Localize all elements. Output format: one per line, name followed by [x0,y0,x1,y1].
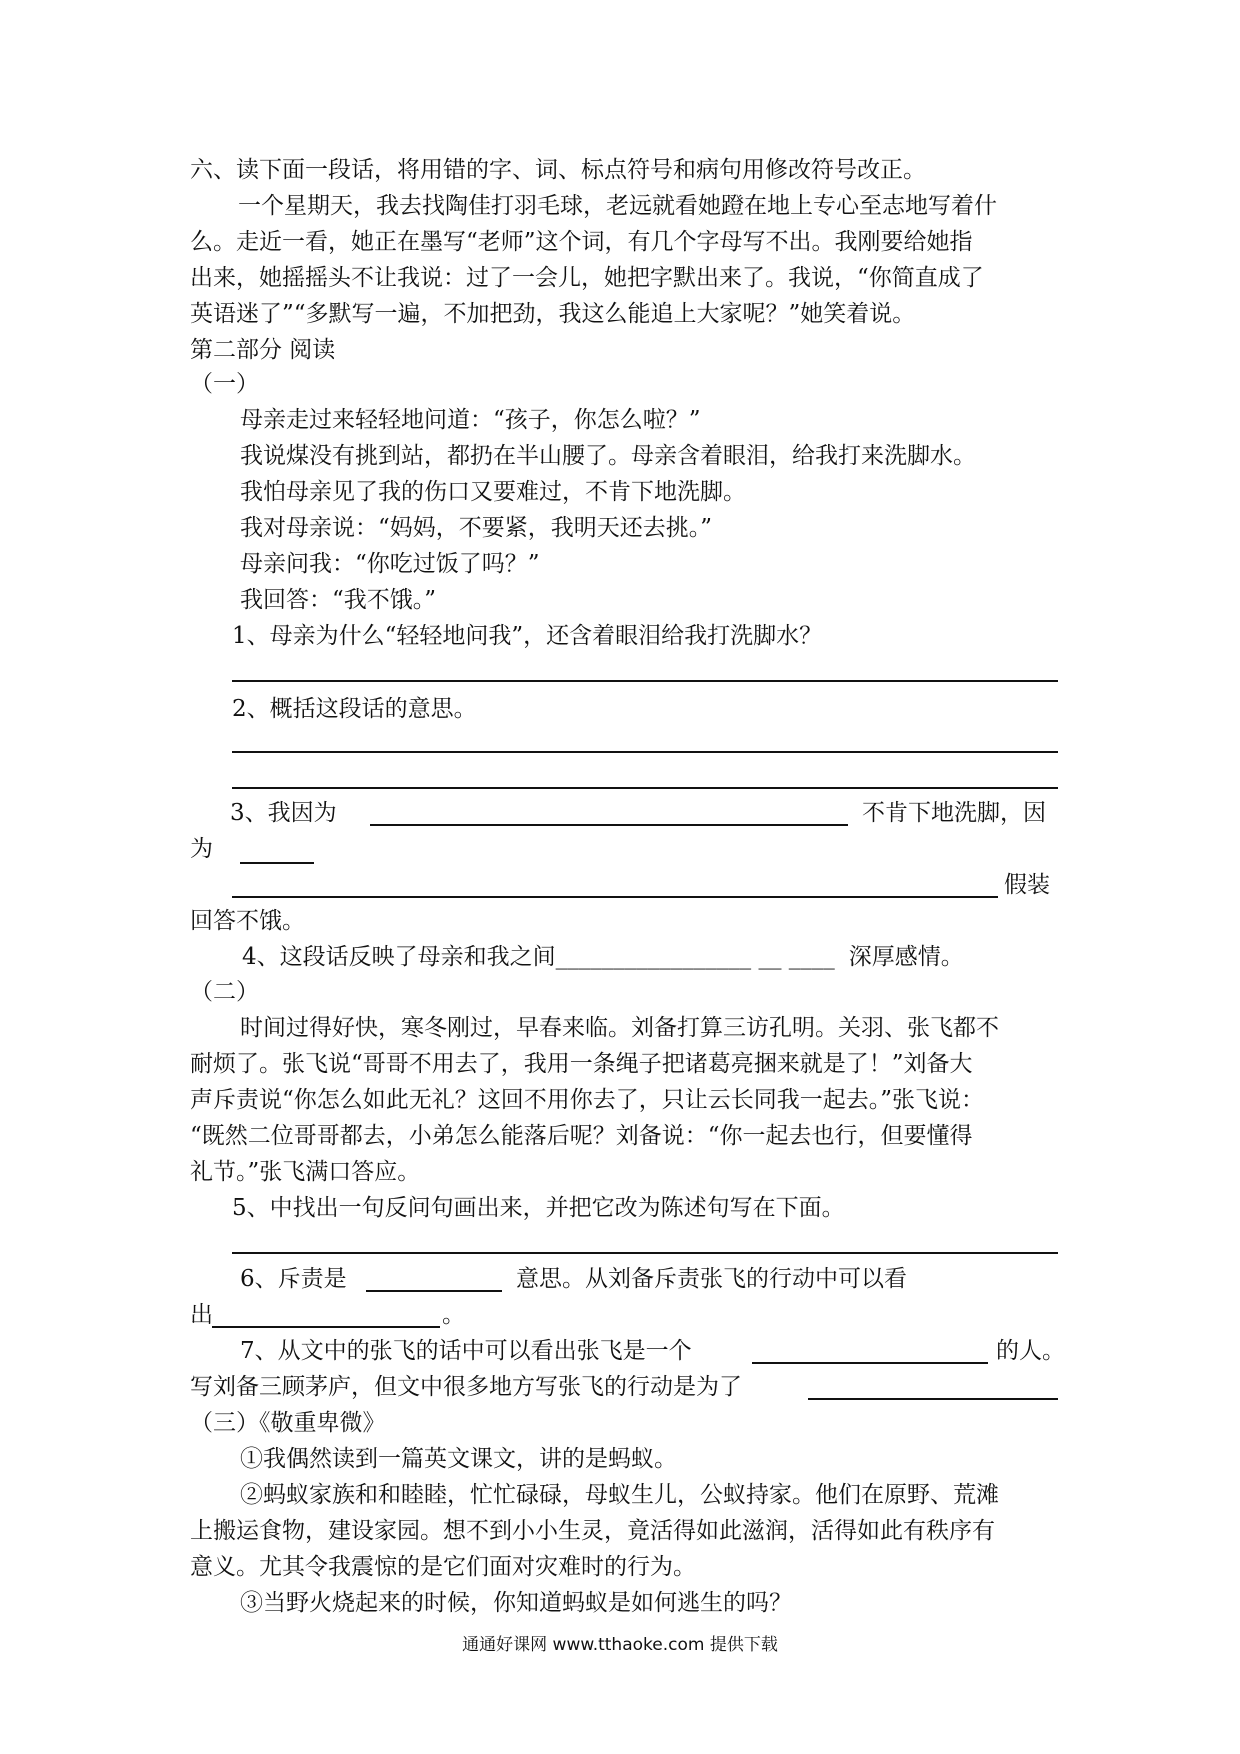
answer-blank[interactable] [370,824,848,826]
section6-heading: 六、读下面一段话，将用错的字、词、标点符号和病句用修改符号改正。 [190,157,926,183]
passage1-label: （一） [190,371,259,397]
passage-line: “既然二位哥哥都去，小弟怎么能落后呢？刘备说：“你一起去也行，但要懂得 [190,1123,973,1149]
answer-blank[interactable] [752,1362,988,1364]
question-3-cont: 为 [190,836,213,862]
paragraph-line: 英语迷了”“多默写一遍，不加把劲，我这么能追上大家呢？”她笑着说。 [190,301,916,327]
question-3-end: 假装 [1004,872,1050,898]
answer-blank[interactable] [808,1398,1058,1400]
passage-line: 上搬运食物，建设家园。想不到小小生灵，竟活得如此滋润，活得如此有秩序有 [190,1518,995,1544]
part2-title: 第二部分 阅读 [190,337,336,363]
answer-blank[interactable] [240,862,314,864]
passage-line: ③当野火烧起来的时候，你知道蚂蚁是如何逃生的吗？ [240,1590,792,1616]
passage-line: 声斥责说“你怎么如此无礼？这回不用你去了，只让云长同我一起去。”张飞说： [190,1087,985,1113]
passage-line: 意义。尤其令我震惊的是它们面对灾难时的行为。 [190,1554,696,1580]
passage-line: 我对母亲说：“妈妈，不要紧，我明天还去挑。” [240,515,713,541]
passage-line: 礼节。”张飞满口答应。 [190,1159,421,1185]
passage-line: 我回答：“我不饿。” [240,587,437,613]
question-7-mid: 的人。 [996,1338,1065,1364]
question-6-cont: 出 [190,1302,213,1328]
paragraph-line: 么。走近一看，她正在墨写“老师”这个词，有几个字母写不出。我刚要给她指 [190,229,973,255]
answer-blank[interactable] [232,896,998,898]
passage-line: 我怕母亲见了我的伤口又要难过，不肯下地洗脚。 [240,479,746,505]
answer-blank[interactable]: _________________ __ ____ [555,944,835,970]
question-1: 1、母亲为什么“轻轻地问我”，还含着眼泪给我打洗脚水？ [232,623,823,649]
paragraph-line: 出来，她摇摇头不让我说：过了一会儿，她把字默出来了。我说，“你简直成了 [190,265,984,291]
question-6-mid: 意思。从刘备斥责张飞的行动中可以看 [516,1266,907,1292]
question-3-mid: 不肯下地洗脚，因 [862,800,1046,826]
question-6-start: 6、斥责是 [240,1266,347,1292]
question-4 [242,942,964,972]
answer-line[interactable] [232,680,1058,682]
question-3-start: 3、我因为 [230,800,337,826]
question-4-end: 深厚感情。 [848,944,964,970]
passage-line: 时间过得好快，寒冬刚过，早春来临。刘备打算三访孔明。关羽、张飞都不 [240,1015,999,1041]
answer-line[interactable] [232,787,1058,789]
passage-line: 我说煤没有挑到站，都扔在半山腰了。母亲含着眼泪，给我打来洗脚水。 [240,443,976,469]
question-3-tail: 回答不饿。 [190,908,305,934]
passage-line: ①我偶然读到一篇英文课文，讲的是蚂蚁。 [240,1446,677,1472]
answer-line[interactable] [232,751,1058,753]
answer-line[interactable] [232,1252,1058,1254]
question-5: 5、中找出一句反问句画出来，并把它改为陈述句写在下面。 [232,1195,845,1221]
passage3-label: （三）《敬重卑微》 [190,1410,386,1436]
paragraph-line: 一个星期天，我去找陶佳打羽毛球，老远就看她蹬在地上专心至志地写着什 [238,193,997,219]
footer-text: 通通好课网 www.tthaoke.com 提供下载 [462,1635,778,1655]
passage-line: ②蚂蚁家族和和睦睦，忙忙碌碌，母蚁生儿，公蚁持家。他们在原野、荒滩 [240,1482,999,1508]
question-4-text: 4、这段话反映了母亲和我之间 [242,944,556,970]
answer-blank[interactable] [212,1326,440,1328]
passage-line: 母亲问我：“你吃过饭了吗？” [240,551,540,577]
answer-blank[interactable] [366,1290,502,1292]
passage-line: 耐烦了。张飞说“哥哥不用去了，我用一条绳子把诸葛亮捆来就是了！”刘备大 [190,1051,973,1077]
question-7-cont: 写刘备三顾茅庐，但文中很多地方写张飞的行动是为了 [190,1374,742,1400]
passage2-label: （二） [190,979,259,1005]
question-2: 2、概括这段话的意思。 [232,696,477,722]
question-6-end: 。 [442,1302,465,1328]
question-7-start: 7、从文中的张飞的话中可以看出张飞是一个 [240,1338,692,1364]
passage-line: 母亲走过来轻轻地问道：“孩子，你怎么啦？” [240,407,701,433]
